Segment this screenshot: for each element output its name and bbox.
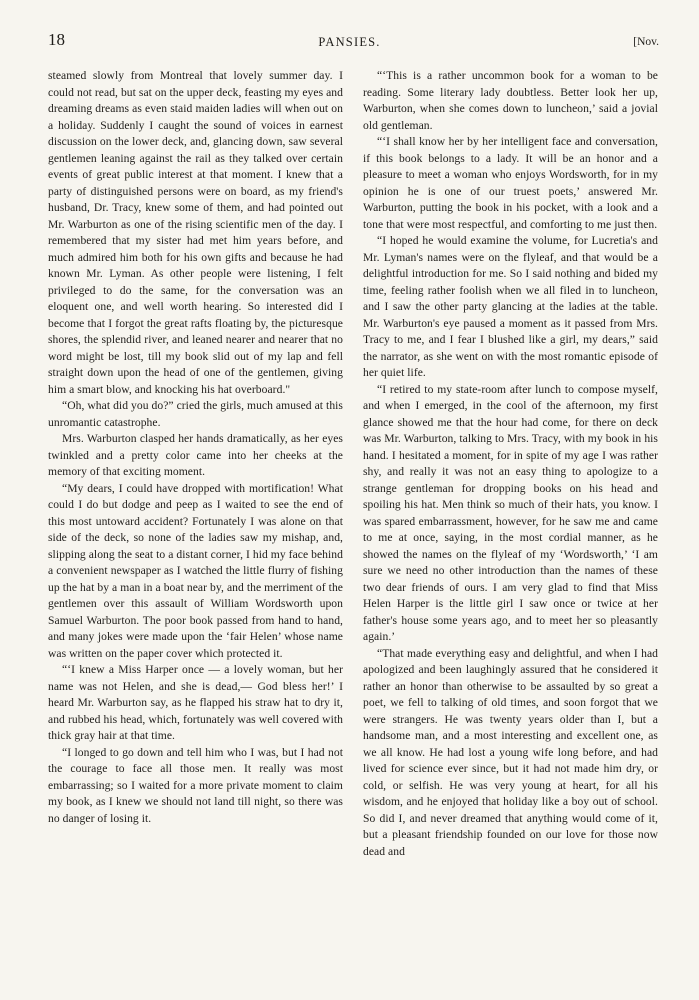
paragraph: “‘This is a rather uncommon book for a woman to be reading. Some literary lady doubtless. Better look her up, Warburton, when she comes down to luncheon,’ said a jovial old gentleman.	[363, 69, 658, 132]
paragraph: Mrs. Warburton clasped her hands dramatically, as her eyes twinkled and a pretty color came into her cheeks at the memory of that exciting moment.	[48, 432, 343, 478]
paragraph: “My dears, I could have dropped with mortification! What could I do but dodge and peep as I waited to see the end of this most untoward accident? Fortunately I was alone on that side of the deck, so none of the ladies saw my mishap, and, slipping along the seat to a distant corner, I hid my face behind a convenient newspaper as I watched the little flurry of fishing up the hat by a man in a boat near by, and the merriment of the gentlemen over this assault of William Wordsworth upon Samuel Warburton. The poor book passed from hand to hand, and many jokes were made upon the ‘fair Helen’ whose name was written on the paper cover which protected it.	[48, 481, 343, 660]
paragraph: “‘I knew a Miss Harper once — a lovely woman, but her name was not Helen, and she is dead,— God bless her!’ I heard Mr. Warburton say, as he flapped his straw hat to dry it, and rubbed his head, which, fortunately was well covered with thick gray hair at that time.	[48, 663, 343, 742]
paragraph: “I retired to my state-room after lunch to compose myself, and when I emerged, in the cool of the afternoon, my first glance showed me that the hour had come, for there on deck was Mr. Warburton, talking to Mrs. Tracy, with my book in his hand. I hesitated a moment, for in spite of my age I was rather shy, and really it was not an easy thing to apologize to a strange gentleman for dropping books on his head and spoiling his hat. Men think so much of their hats, you know. I was spared embarrassment, however, for he saw me and came to me at once, saying, in the most cordial manner, as he showed the names on the flyleaf of my ‘Wordsworth,’ ‘I am sure we need no other introduction than the names of these two dear friends of ours. I am very glad to find that Miss Helen Harper is the little girl I saw once or twice at her father's house some years ago, and to meet her so pleasantly again.’	[363, 382, 658, 643]
paragraph: steamed slowly from Montreal that lovely summer day. I could not read, but sat on the upper deck, feasting my eyes and dreaming dreams as even staid maiden ladies will when out on a holiday. Suddenly I caught the sound of voices in earnest discussion on the lower deck, and, glancing down, saw several gentlemen leaning against the rail as they talked over certain events of great public interest at that moment. I knew that a party of distinguished persons were on board, as my friend's husband, Dr. Tracy, knew some of them, and had pointed out Mr. Warburton as one of the rising scientific men of the day. I remembered that my sister had met him years before, and much admired him both for his own gifts and because he had known Mr. Lyman. As other people were listening, I felt privileged to do the same, for the conversation was an eloquent one, and well worth hearing. So interested did I become that I forgot the great rafts floating by, the picturesque shores, the splendid river, and leaned nearer and nearer that no word might be lost, till my book slid out of my lap and fell straight down upon the head of one of the gentlemen, giving him a smart blow, and knocking his hat overboard."	[48, 69, 343, 396]
text-columns	[48, 68, 659, 860]
paragraph: “That made everything easy and delightful, and when I had apologized and been laughingly assured that he considered it rather an honor than otherwise to be assaulted by so great a poet, we fell to talking of old times, and soon forgot that we were strangers. He was twenty years older than I, but a handsome man, and a most interesting and excellent one, as we all know. He had lost a young wife long before, and had lived for science ever since, but it had not made him dry, or cold, or selfish. He was very young at heart, for all his wisdom, and he enjoyed that holiday like a boy out of school. So did I, and never dreamed that anything would come of it, but a pleasant friendship founded on our love for those now dead and	[363, 646, 658, 858]
right-column	[363, 68, 658, 860]
left-column	[48, 68, 343, 860]
page-number: 18	[48, 30, 65, 49]
paragraph: “Oh, what did you do?” cried the girls, much amused at this unromantic catastrophe.	[48, 399, 343, 429]
paragraph: “I hoped he would examine the volume, for Lucretia's and Mr. Lyman's names were on the flyleaf, and that would be a delightful introduction for me. So I said nothing and bided my time, feeling rather foolish when we all filed in to luncheon, and I saw the other party glancing at the ladies at the table. Mr. Warburton's eye paused a moment as it passed from Mrs. Tracy to me, and I fear I blushed like a girl, my dears,” said the narrator, as she went on with the most romantic episode of her quiet life.	[363, 234, 658, 379]
issue-month: [Nov.	[633, 36, 659, 48]
paragraph: “I longed to go down and tell him who I was, but I had not the courage to face all those men. It really was most embarrassing; so I waited for a more private moment to claim my book, as I knew we should not land till night, so there was no danger of losing it.	[48, 745, 343, 825]
paragraph: “‘I shall know her by her intelligent face and conversation, if this book belongs to a lady. It will be an honor and a pleasure to meet a woman who enjoys Wordsworth, for in my opinion he is one of our truest poets,’ answered Mr. Warburton, putting the book in his pocket, with a look and a tone that were most respectful, and comforting to me just then.	[363, 135, 658, 231]
running-title: PANSIES.	[318, 35, 381, 49]
